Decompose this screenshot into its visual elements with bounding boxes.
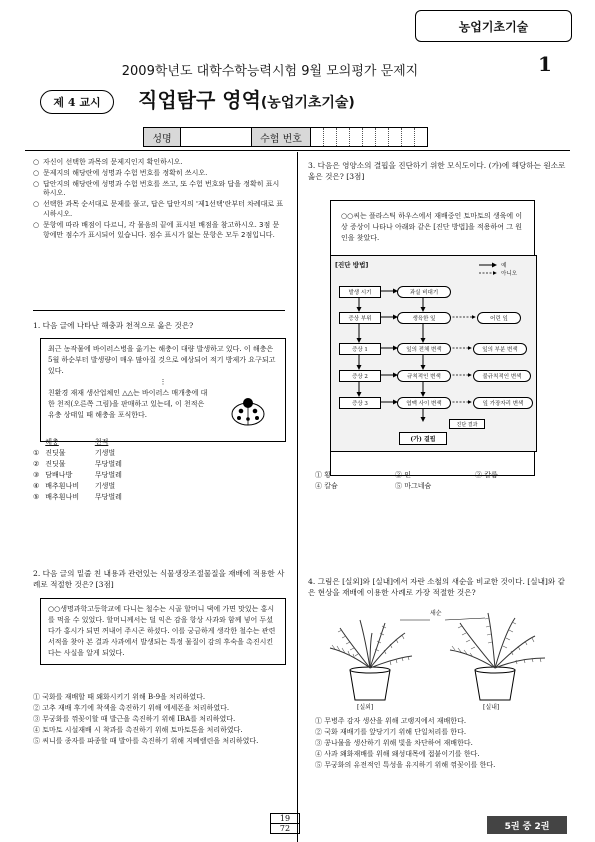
flow-node: 어린 잎: [477, 312, 521, 324]
q4-choice[interactable]: ④ 사과 왜화재배를 위해 왜성대목에 접붙이기를 한다.: [315, 750, 480, 758]
flow-node: 증상 3: [339, 397, 381, 409]
footer-page-total: 72: [279, 824, 291, 833]
q1-choice-table: [33, 437, 128, 503]
choice-enemy: 기생벌: [94, 482, 116, 490]
notice-item: ○ 선택한 과목 순서대로 문제를 풀고, 답은 답안지의 '제1선택'란부터 차례대로 표시하시오.: [33, 200, 285, 220]
q1-passage-text: 최근 농작물에 바이러스병을 옮기는 해충이 대량 발생하고 있다. 이 해충은 5월 하순부터 발생량이 매우 많아질 것으로 예상되어 적기 방제가 요구되고 있다.: [48, 345, 276, 375]
label-indoor: [실내]: [483, 704, 500, 711]
q3-choice[interactable]: ① 황: [315, 471, 331, 479]
notice-item: ○ 답안지의 해당란에 성명과 수험 번호를 쓰고, 또 수험 번호와 답을 정확히 표시하시오.: [33, 180, 285, 200]
choice-enemy: 무당벌레: [94, 471, 122, 479]
q4-choice[interactable]: ② 국화 재배기를 앞당기기 위해 단일처리를 한다.: [315, 728, 467, 736]
name-field: [181, 128, 252, 146]
flow-node: 엽맥 사이 변색: [397, 397, 451, 409]
choice-pest: 배추흰나비: [45, 482, 80, 490]
q3-choices: [315, 470, 555, 492]
exam-number-cell: [350, 128, 363, 146]
q3-choice[interactable]: ② 인: [395, 471, 411, 479]
exam-number-cell: [389, 128, 402, 146]
cycad-plants-illustration: [320, 608, 555, 708]
q3-box-text: ○○씨는 플라스틱 하우스에서 재배중인 토마토의 생육에 이상 증상이 나타나 아래와 같은 [진단 방법]을 적용하여 그 원인을 찾았다.: [341, 212, 523, 242]
q1-choice-row[interactable]: [33, 470, 128, 481]
footer-volume: 5권 중 2권: [487, 816, 567, 834]
q2-stem: 2. 다음 글의 밑줄 친 내용과 관련있는 식물생장조절물질을 재배에 적용한 사례로 적절한 것은? [3점]: [33, 569, 285, 589]
q4-choice[interactable]: ③ 콩나물을 생산하기 위해 빛을 차단하여 재배한다.: [315, 739, 473, 747]
choice-pest: 진딧물: [45, 460, 66, 468]
choice-enemy: 기생벌: [94, 449, 116, 457]
q1-choice-row[interactable]: [33, 492, 128, 503]
page-number: 1: [538, 52, 552, 76]
exam-number-cell: [415, 128, 427, 146]
label-new-shoot: 새순: [430, 610, 442, 617]
notice-item: ○ 문항에 따라 배점이 다르니, 각 물음의 끝에 표시된 배점을 참고하시오. 3점 문항에만 점수가 표시되어 있습니다. 점수 표시가 없는 문항은 모두 2점입니다.: [33, 221, 285, 241]
label-outdoor: [실외]: [357, 704, 374, 711]
choice-pest: 담배나방: [45, 471, 73, 479]
q4-choice[interactable]: ① 무병주 감자 생산을 위해 고랭지에서 재배한다.: [315, 717, 467, 725]
q3-choice[interactable]: ③ 칼륨: [475, 471, 498, 479]
header-rule: [25, 150, 570, 151]
choice-enemy: 무당벌레: [94, 493, 122, 501]
q2-choice[interactable]: ④ 토마토 시설재배 시 착과를 촉진하기 위해 토마토톤을 처리하였다.: [33, 726, 243, 734]
q1-passage: [40, 338, 286, 442]
diagnosis-flowchart: [330, 255, 537, 452]
q2-choice[interactable]: ① 국화를 재배할 때 왜화시키기 위해 B-9을 처리하였다.: [33, 693, 206, 701]
choice-num: ①: [33, 449, 40, 457]
flow-title: [진단 방법]: [335, 261, 369, 269]
choice-num: ④: [33, 482, 40, 490]
area-title-main: 직업탐구 영역: [138, 88, 261, 112]
exam-title: 2009학년도 대학수학능력시험 9월 모의평가 문제지: [121, 64, 419, 79]
flow-node: 규칙적인 변색: [397, 370, 451, 382]
legend-no: 아니오: [501, 271, 517, 277]
result-label: 진단 결과: [449, 419, 485, 429]
flow-node: 증상 1: [339, 343, 381, 355]
exam-number-cell: [402, 128, 415, 146]
q3-choice[interactable]: ④ 칼슘: [315, 482, 338, 490]
result-value: (가) 결핍: [399, 432, 447, 445]
q2-choice[interactable]: ⑤ 씨니를 종자를 파종할 때 발아를 촉진하기 위해 지베렐린을 처리하였다.: [33, 737, 259, 745]
notices: [33, 158, 285, 241]
ladybug-icon: [226, 394, 271, 429]
q4-stem: 4. 그림은 [실외]와 [실내]에서 자란 소철의 새순을 비교한 것이다. [실내]와 같은 현상을 재배에 이용한 사례로 가장 적절한 것은?: [308, 577, 565, 597]
q1-choices: [33, 437, 233, 503]
q4-choice[interactable]: ⑤ 무궁화의 유전적인 특성을 유지하기 위해 꺾꽂이를 한다.: [315, 761, 496, 769]
exam-number-cell: [363, 128, 376, 146]
notice-item: ○ 문제지의 해당란에 성명과 수험 번호를 정확히 쓰시오.: [33, 169, 285, 179]
flow-node: 잎 가장자리 변색: [473, 397, 533, 409]
q3-choice[interactable]: ⑤ 마그네슘: [395, 482, 432, 490]
choice-pest: 진딧물: [45, 449, 66, 457]
flow-node: 불규칙적인 변색: [473, 370, 531, 382]
q1-col-enemy: 천적: [94, 438, 109, 446]
q2-choice[interactable]: ③ 무궁화를 꺾꽂이할 때 발근을 촉진하기 위해 IBA를 처리하였다.: [33, 715, 236, 723]
area-title-sub: (농업기초기술): [260, 95, 355, 111]
choice-num: ⑤: [33, 493, 40, 501]
exam-number-cell: [376, 128, 389, 146]
flow-node: 과실 비대기: [397, 286, 451, 298]
flow-node: 발생 시기: [339, 286, 381, 298]
notice-separator: [33, 310, 285, 311]
q1-choice-row[interactable]: [33, 448, 128, 459]
footer-page-indicator: [270, 813, 300, 834]
area-title: [138, 84, 355, 113]
name-exam-bar: [143, 127, 428, 147]
flow-node: 잎의 부분 변색: [473, 343, 527, 355]
choice-num: ③: [33, 471, 40, 479]
q1-passage-text2: 친환경 재재 생산업체인 △△는 바이러스 매개충에 대한 천적(오른쪽 그림)을 판매하고 있는데, 이 천적은 유충 상태일 때 해충을 포식한다.: [48, 389, 208, 419]
name-label: 성명: [144, 128, 181, 146]
q1-passage-ellipsis: ⋮: [159, 378, 167, 386]
footer-page-current: 19: [271, 814, 299, 824]
choice-pest: 배추흰나비: [45, 493, 80, 501]
flow-node: 증상 2: [339, 370, 381, 382]
q1-choice-row[interactable]: [33, 481, 128, 492]
q1-stem: 1. 다음 글에 나타난 해충과 천적으로 옳은 것은?: [33, 321, 194, 330]
q1-choice-row[interactable]: [33, 459, 128, 470]
flow-node: 생육한 잎: [397, 312, 451, 324]
flow-node: 잎의 전체 변색: [397, 343, 451, 355]
notice-item: ○ 자신이 선택한 과목의 문제지인지 확인하시오.: [33, 158, 285, 168]
choice-enemy: 무당벌레: [94, 460, 122, 468]
exam-number-cell: [311, 128, 324, 146]
q2-passage: ○○생명과학고등학교에 다니는 철수는 시골 할머니 댁에 가면 맛있는 홍시를 먹을 수 있었다. 할머니께서는 덜 익은 감을 항상 사과와 함께 넣어 두셨다가 홍시가 되면 꺼내어 주시곤 하셨다. 이를 궁금하게 생각한 철수는 관련 서적을 찾아 본 결과 사과에서 발생되는 특정 물질이 감의 후숙을 촉진시킨다는 사실을 알게 되었다.: [40, 598, 286, 665]
q1-col-pest: 해충: [45, 438, 59, 446]
subject-box: 농업기초기술: [415, 10, 572, 42]
legend-yes: 예: [501, 263, 507, 269]
column-divider: [297, 152, 298, 842]
choice-num: ②: [33, 460, 40, 468]
q2-choices: [33, 692, 288, 747]
q4-choices: [315, 716, 570, 771]
exam-number-cell: [337, 128, 350, 146]
flow-node: 증상 부위: [339, 312, 381, 324]
exam-number-cell: [324, 128, 337, 146]
q3-stem: 3. 다음은 영양소의 결핍을 진단하기 위한 모식도이다. (가)에 해당하는 원소로 옳은 것은? [3점]: [308, 161, 566, 181]
exam-number-label: 수험 번호: [252, 128, 311, 146]
q2-choice[interactable]: ② 고추 재배 후기에 착색을 촉진하기 위해 에세폰을 처리하였다.: [33, 704, 230, 712]
session-label: 제 4 교시: [40, 90, 114, 114]
